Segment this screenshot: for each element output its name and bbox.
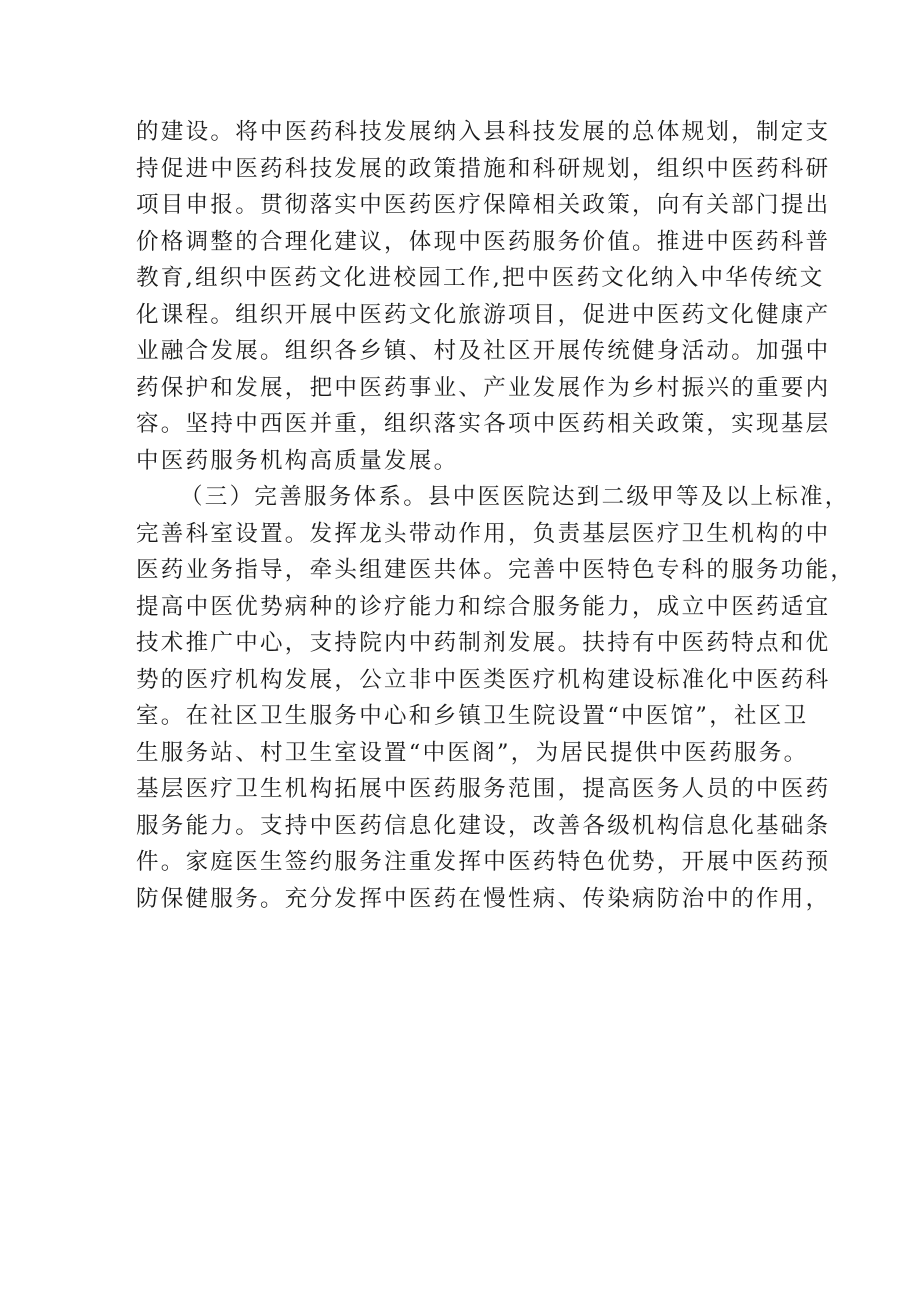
text-line: 中医药服务机构高质量发展。 (136, 447, 459, 474)
paragraph-1 (136, 114, 831, 479)
text-line: 服务能力。支持中医药信息化建设，改善各级机构信息化基础条 (136, 812, 831, 839)
text-line: 项目申报。贯彻落实中医药医疗保障相关政策，向有关部门提出 (136, 192, 831, 218)
text-line: 室。在社区卫生服务中心和乡镇卫生院设置“中医馆”，社区卫 (136, 703, 809, 729)
text-line: 势的医疗机构发展，公立非中医类医疗机构建设标准化中医药科 (136, 666, 831, 693)
text-line: 生服务站、村卫生室设置“中医阁”，为居民提供中医药服务。 (136, 739, 809, 766)
text-line: 技术推广中心，支持院内中药制剂发展。扶持有中医药特点和优 (136, 630, 831, 656)
text-line: 药保护和发展，把中医药事业、产业发展作为乡村振兴的重要内 (136, 374, 831, 401)
section-heading-line: （三）完善服务体系。县中医医院达到二级甲等及以上标准， (180, 484, 850, 510)
text-line: 业融合发展。组织各乡镇、村及社区开展传统健身活动。加强中 (136, 338, 831, 364)
text-line: 基层医疗卫生机构拓展中医药服务范围，提高医务人员的中医药 (136, 776, 831, 802)
text-line: 的建设。将中医药科技发展纳入县科技发展的总体规划，制定支 (136, 119, 831, 145)
text-line: 持促进中医药科技发展的政策措施和科研规划，组织中医药科研 (136, 155, 831, 182)
body-text (136, 114, 856, 917)
text-line: 提高中医优势病种的诊疗能力和综合服务能力，成立中医药适宜 (136, 593, 831, 620)
text-line: 件。家庭医生签约服务注重发挥中医药特色优势，开展中医药预 (136, 849, 831, 875)
text-line: 容。坚持中西医并重，组织落实各项中医药相关政策，实现基层 (136, 411, 831, 437)
text-line: 化课程。组织开展中医药文化旅游项目，促进中医药文化健康产 (136, 301, 831, 328)
text-line: 医药业务指导，牵头组建医共体。完善中医特色专科的服务功能， (136, 557, 856, 583)
text-line: 完善科室设置。发挥龙头带动作用，负责基层医疗卫生机构的中 (136, 520, 831, 547)
text-line: 价格调整的合理化建议，体现中医药服务价值。推进中医药科普 (136, 228, 831, 255)
paragraph-2 (136, 479, 856, 917)
text-line: 教育,组织中医药文化进校园工作,把中医药文化纳入中华传统文 (136, 265, 825, 291)
text-line: 防保健服务。充分发挥中医药在慢性病、传染病防治中的作用， (136, 885, 831, 912)
